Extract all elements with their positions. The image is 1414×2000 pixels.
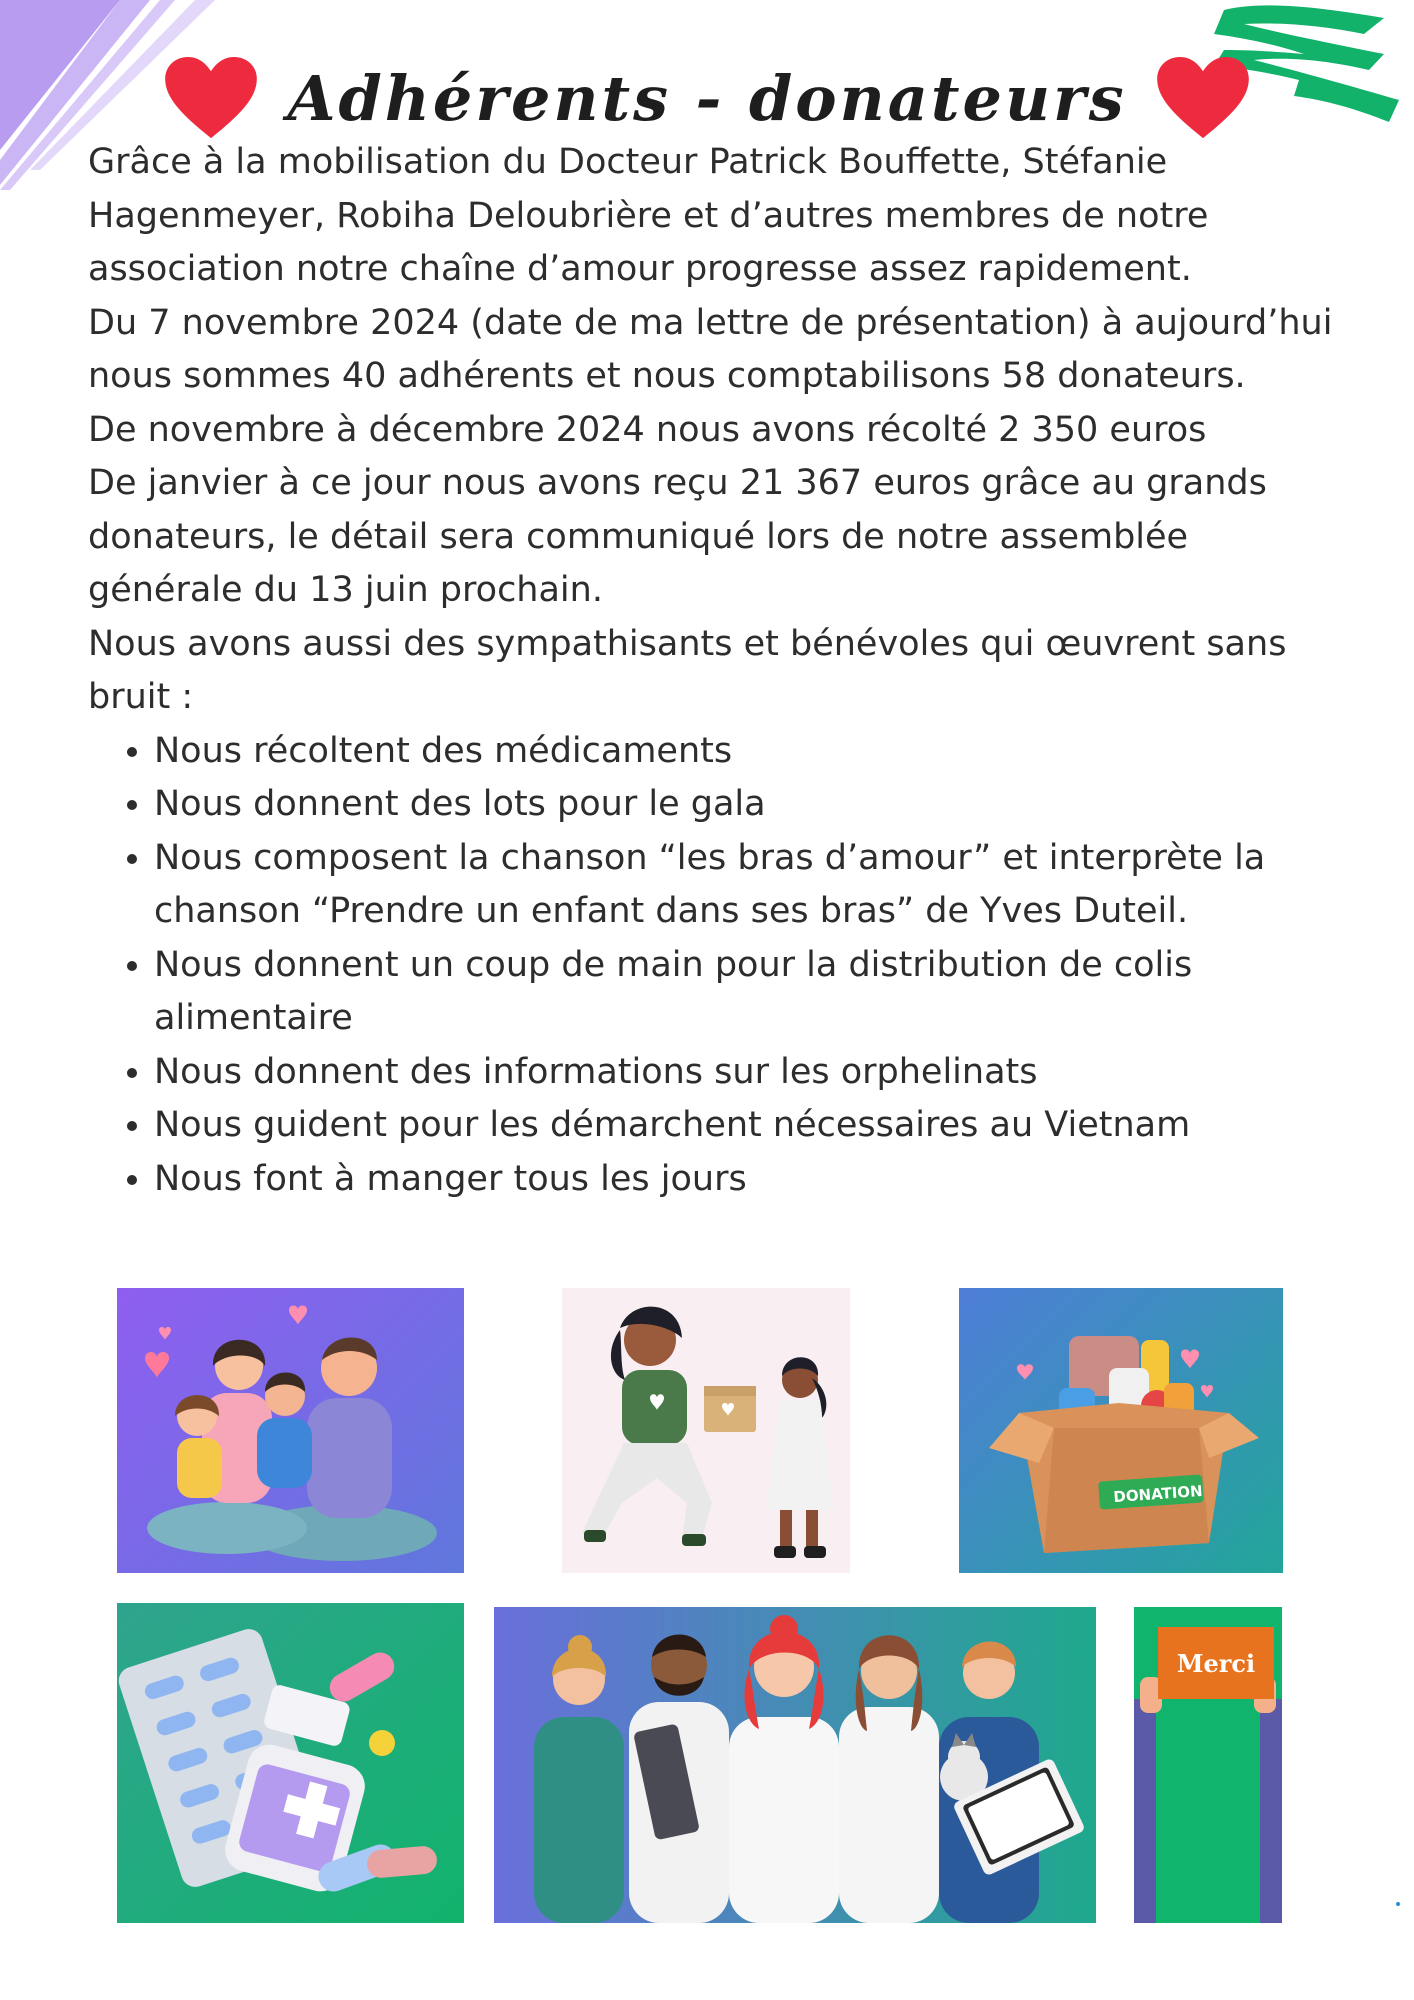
paragraph-recolte-2024: De novembre à décembre 2024 nous avons récolté 2 350 euros — [88, 409, 1207, 450]
heart-icon — [1155, 56, 1251, 140]
giving-box-illustration — [562, 1288, 850, 1573]
list-item: • Nous récoltent des médicaments — [154, 725, 1348, 779]
paragraph-sympathisants: Nous avons aussi des sympathisants et bénévoles qui œuvrent sans bruit : — [88, 623, 1287, 717]
list-item: • Nous guident pour les démarchent nécessaires au Vietnam — [154, 1099, 1348, 1153]
paragraph-recu-janvier: De janvier à ce jour nous avons reçu 21 367 euros grâce au grands donateurs, le détail sera communiqué lors de notre assemblée générale du 13 juin prochain. — [88, 463, 1267, 610]
header — [0, 48, 1414, 148]
merci-sign-label: Merci — [1158, 1627, 1274, 1699]
list-item: • Nous donnent un coup de main pour la distribution de colis alimentaire — [154, 939, 1348, 1046]
heart-icon — [163, 56, 259, 140]
donation-box-illustration — [959, 1288, 1283, 1573]
list-item: • Nous donnent des informations sur les orphelinats — [154, 1046, 1348, 1100]
list-item: • Nous composent la chanson “les bras d’amour” et interprète la chanson “Prendre un enfant dans ses bras” de Yves Duteil. — [154, 832, 1348, 939]
medical-team-illustration — [494, 1607, 1096, 1923]
article-body — [88, 136, 1348, 1206]
merci-sign-illustration — [1134, 1607, 1282, 1923]
donation-label: DONATION — [1112, 1481, 1204, 1507]
list-item: • Nous donnent des lots pour le gala — [154, 778, 1348, 832]
page-title: Adhérents - donateurs — [287, 61, 1127, 135]
decorative-dot — [1396, 1902, 1400, 1906]
list-item: • Nous font à manger tous les jours — [154, 1153, 1348, 1207]
family-illustration — [117, 1288, 464, 1573]
medicine-illustration — [117, 1603, 464, 1923]
paragraph-mobilisation: Grâce à la mobilisation du Docteur Patrick Bouffette, Stéfanie Hagenmeyer, Robiha Deloubrière et d’autres membres de notre association notre chaîne d’amour progresse assez rapidement. — [88, 142, 1209, 289]
volunteer-list — [88, 725, 1348, 1207]
paragraph-adherents: Du 7 novembre 2024 (date de ma lettre de présentation) à aujourd’hui nous sommes 40 adhérents et nous comptabilisons 58 donateurs. — [88, 302, 1333, 396]
